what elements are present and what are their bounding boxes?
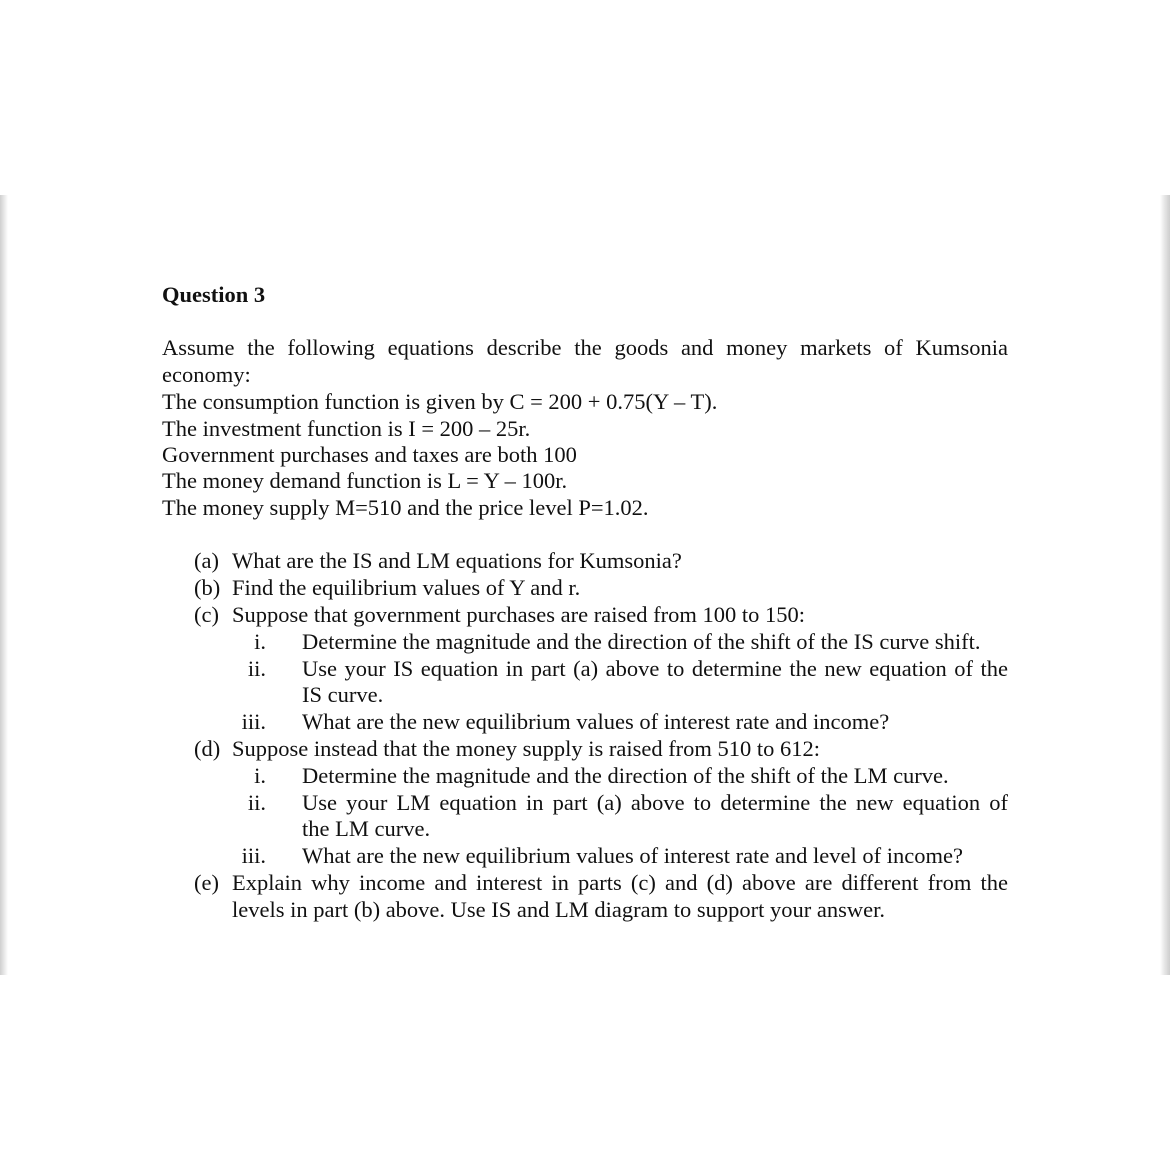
question-c-i-label: i. [254, 629, 266, 654]
question-c-iii-label: iii. [241, 709, 266, 734]
question-c-i-text: Determine the magnitude and the direction of the shift of the IS curve shift. [302, 629, 981, 654]
question-a-label: (a) [194, 548, 219, 573]
question-c-ii-label: ii. [247, 656, 266, 681]
question-c-ii-text-cont: IS curve. [302, 682, 384, 707]
money-supply-price: The money supply M=510 and the price level P=1.02. [162, 495, 649, 520]
question-c-label: (c) [194, 602, 219, 627]
question-c-ii-text: Use your IS equation in part (a) above to determine the new equation of the [302, 656, 1008, 681]
question-a-text: What are the IS and LM equations for Kumsonia? [232, 548, 682, 573]
question-e-text-cont: levels in part (b) above. Use IS and LM diagram to support your answer. [232, 897, 885, 922]
question-b-label: (b) [194, 575, 221, 600]
consumption-function: The consumption function is given by C = 200 + 0.75(Y – T). [162, 389, 718, 414]
question-e-text: Explain why income and interest in parts (c) and (d) above are different from the [232, 870, 1008, 895]
question-heading: Question 3 [162, 282, 266, 307]
government-taxes: Government purchases and taxes are both 100 [162, 442, 577, 467]
question-d-iii-text: What are the new equilibrium values of interest rate and level of income? [302, 843, 963, 868]
question-d-iii-label: iii. [241, 843, 266, 868]
question-d-text: Suppose instead that the money supply is raised from 510 to 612: [232, 736, 821, 761]
intro-line: economy: [162, 362, 251, 387]
investment-function: The investment function is I = 200 – 25r. [162, 416, 531, 441]
intro-line: Assume the following equations describe the goods and money markets of Kumsonia [162, 335, 1008, 360]
question-c-text: Suppose that government purchases are raised from 100 to 150: [232, 602, 805, 627]
question-d-ii-text: Use your LM equation in part (a) above to determine the new equation of [302, 790, 1008, 815]
question-d-i-label: i. [254, 763, 266, 788]
question-d-ii-text-cont: the LM curve. [302, 816, 431, 841]
question-d-label: (d) [194, 736, 221, 761]
question-c-iii-text: What are the new equilibrium values of interest rate and income? [302, 709, 890, 734]
question-e-label: (e) [194, 870, 219, 895]
money-demand-function: The money demand function is L = Y – 100r. [162, 468, 568, 493]
question-d-i-text: Determine the magnitude and the direction of the shift of the LM curve. [302, 763, 949, 788]
question-b-text: Find the equilibrium values of Y and r. [232, 575, 581, 600]
question-d-ii-label: ii. [247, 790, 266, 815]
